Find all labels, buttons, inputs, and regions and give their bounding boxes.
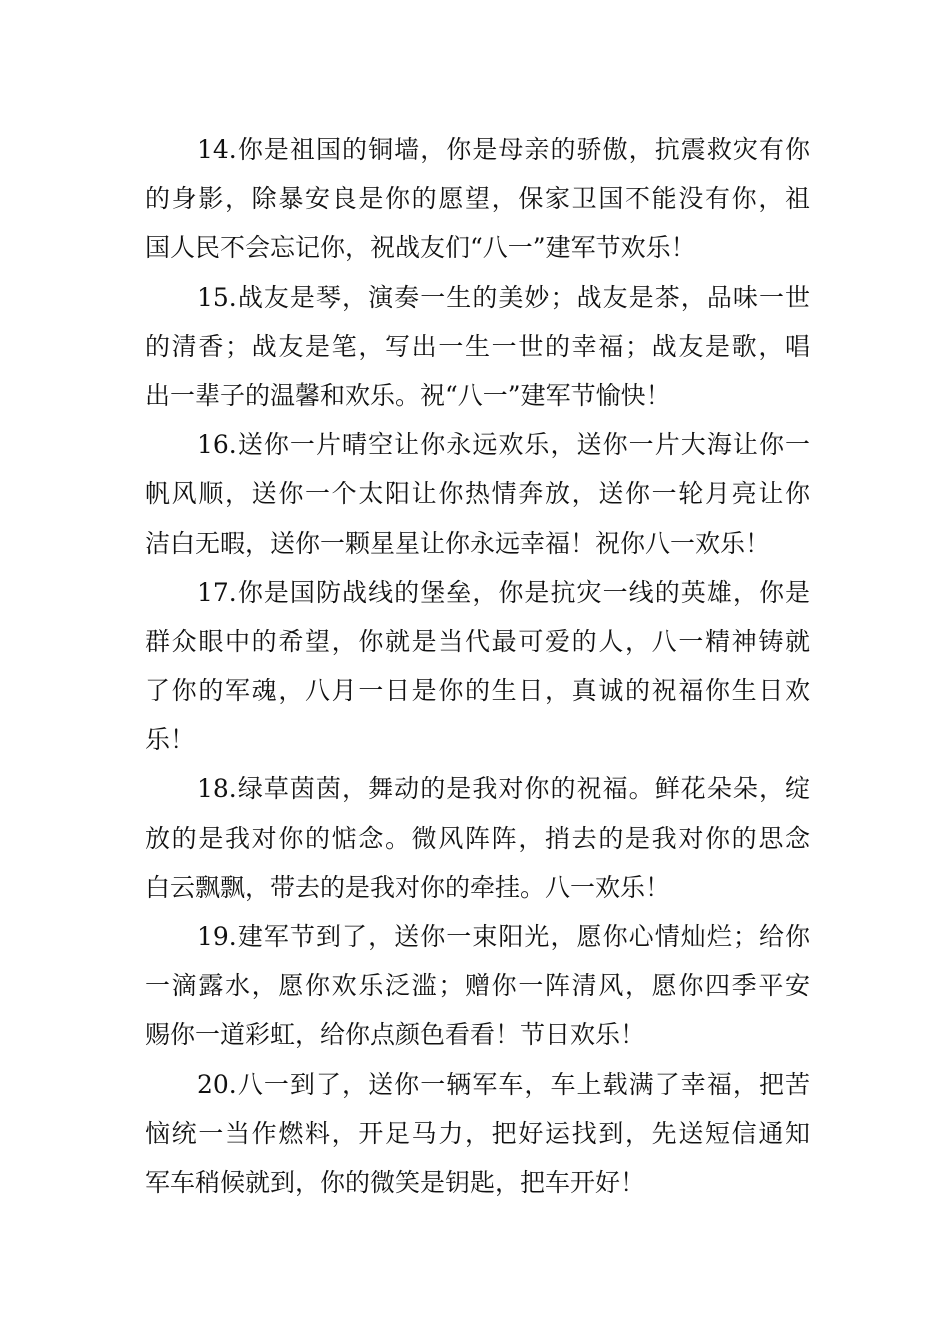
paragraph-14	[145, 125, 810, 273]
paragraph-16	[145, 420, 810, 568]
paragraph-18	[145, 764, 810, 912]
text-line: 15.战友是琴，演奏一生的美妙；战友是茶，品味一世	[197, 282, 810, 312]
text-line: 了你的军魂，八月一日是你的生日，真诚的祝福你生日欢	[145, 676, 810, 706]
text-line: 的身影，除暴安良是你的愿望，保家卫国不能没有你，祖	[145, 184, 810, 214]
paragraph-17	[145, 568, 810, 765]
text-line: 帆风顺，送你一个太阳让你热情奔放，送你一轮月亮让你	[145, 479, 810, 509]
text-line: 军车稍候就到，你的微笑是钥匙，把车开好！	[145, 1167, 646, 1197]
text-line: 放的是我对你的惦念。微风阵阵，捎去的是我对你的思念	[145, 823, 810, 853]
text-line: 17.你是国防战线的堡垒，你是抗灾一线的英雄，你是	[197, 577, 810, 607]
text-line: 18.绿草茵茵，舞动的是我对你的祝福。鲜花朵朵，绽	[197, 774, 810, 804]
paragraph-19	[145, 912, 810, 1060]
text-line: 16.送你一片晴空让你永远欢乐，送你一片大海让你一	[197, 430, 810, 460]
paragraph-20	[145, 1060, 810, 1208]
text-line: 白云飘飘，带去的是我对你的牵挂。八一欢乐！	[145, 872, 671, 902]
text-line: 19.建军节到了，送你一束阳光，愿你心情灿烂；给你	[197, 922, 810, 951]
paragraph-15	[145, 273, 810, 421]
text-line: 14.你是祖国的铜墙，你是母亲的骄傲，抗震救灾有你	[197, 135, 810, 164]
text-line: 洁白无暇，送你一颗星星让你永远幸福！祝你八一欢乐！	[145, 528, 771, 558]
text-line: 20.八一到了，送你一辆军车，车上载满了幸福，把苦	[197, 1069, 810, 1099]
text-line: 乐！	[145, 725, 196, 755]
text-line: 国人民不会忘记你，祝战友们“八一”建军节欢乐！	[145, 233, 696, 263]
text-line: 群众眼中的希望，你就是当代最可爱的人，八一精神铸就	[145, 626, 810, 656]
text-line: 出一辈子的温馨和欢乐。祝“八一”建军节愉快！	[145, 380, 671, 410]
text-line: 恼统一当作燃料，开足马力，把好运找到，先送短信通知	[145, 1118, 810, 1148]
text-line: 一滴露水，愿你欢乐泛滥；赠你一阵清风，愿你四季平安	[145, 971, 810, 1001]
document-body	[145, 125, 810, 1207]
text-line: 赐你一道彩虹，给你点颜色看看！节日欢乐！	[145, 1020, 646, 1050]
text-line: 的清香；战友是笔，写出一生一世的幸福；战友是歌，唱	[145, 331, 810, 361]
